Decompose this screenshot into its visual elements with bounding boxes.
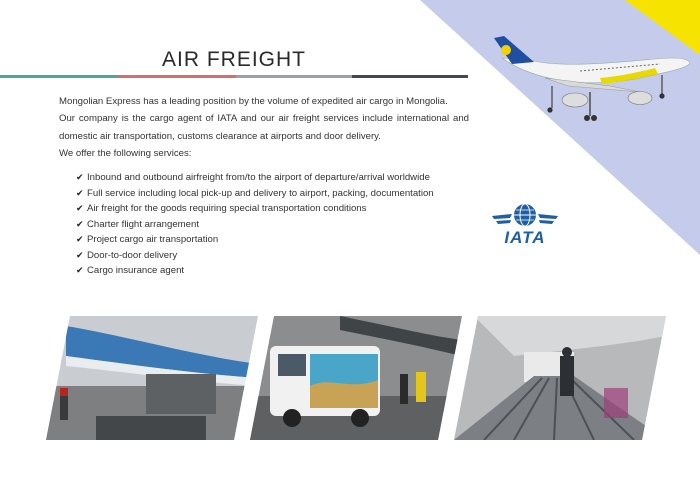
service-item: ✔ Project cargo air transportation [76,232,434,248]
checkmark-icon: ✔ [76,187,84,198]
iata-logo-text: IATA [504,228,546,247]
page-title: AIR FREIGHT [161,48,306,71]
service-item: ✔ Full service including local pick-up and delivery to airport, packing, documentation [76,186,434,202]
service-item: ✔ Door-to-door delivery [76,248,434,264]
photo-delivery-van [250,316,462,440]
intro-line-4: We offer the following services: [59,147,192,159]
intro-line-3: domestic air transportation, customs clearance at airports and door delivery. [59,130,381,142]
service-item: ✔ Air freight for the goods requiring special transportation conditions [76,201,434,217]
checkmark-icon: ✔ [76,249,84,260]
checkmark-icon: ✔ [76,203,84,213]
services-list [76,170,434,279]
title-rule-teal [0,75,118,78]
checkmark-icon: ✔ [76,218,84,229]
photo-cargo-hold [454,316,666,440]
intro-line-1: Mongolian Express has a leading position by the volume of expedited air cargo in Mongolia. [59,96,448,107]
checkmark-icon: ✔ [76,234,84,244]
checkmark-icon: ✔ [76,172,84,182]
photo-aircraft-loading [46,316,258,440]
service-item: ✔ Charter flight arrangement [76,217,434,233]
title-rule-grey [236,75,352,78]
intro-line-2: Our company is the cargo agent of IATA and our air freight services include international and [59,113,469,125]
iata-logo [490,202,560,250]
intro-paragraph [59,93,469,162]
title-rule-red [118,75,236,78]
service-item: ✔ Inbound and outbound airfreight from/to the airport of departure/arrival worldwide [76,170,434,186]
checkmark-icon: ✔ [76,265,84,275]
title-rule-navy [352,75,468,78]
service-item: ✔ Cargo insurance agent [76,263,434,279]
airplane-illustration [490,30,695,130]
